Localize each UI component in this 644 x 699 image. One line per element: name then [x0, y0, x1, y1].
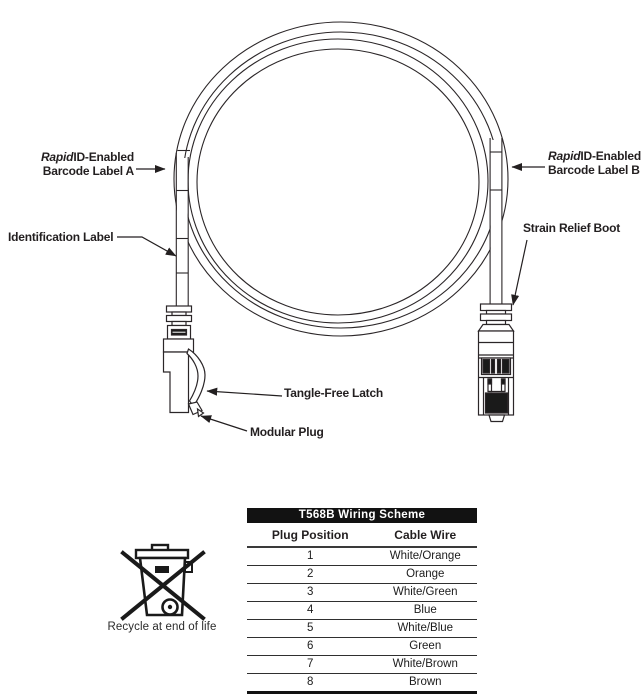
- label-barcode-b-italic: Rapid: [548, 149, 581, 163]
- modular-plug-left: [164, 306, 206, 417]
- cable-end-right: [490, 138, 502, 304]
- cable-wire: White/Blue: [397, 622, 454, 634]
- table-column-headers: [247, 523, 477, 548]
- label-barcode-a: [18, 150, 134, 178]
- cable-wire: White/Green: [392, 586, 458, 598]
- plug-position: 8: [307, 676, 314, 688]
- plug-position: 3: [307, 586, 314, 598]
- label-identification: Identification Label: [8, 230, 114, 244]
- table-row: [247, 638, 477, 656]
- cable-wire: White/Orange: [389, 550, 461, 562]
- column-header-plug-position: Plug Position: [271, 527, 349, 542]
- cable-coil: [174, 22, 508, 336]
- cable-wire: Blue: [413, 604, 437, 616]
- table-row: [247, 584, 477, 602]
- table-row: [247, 548, 477, 566]
- plug-position: 1: [307, 550, 314, 562]
- cable-end-left: [176, 151, 190, 307]
- plug-position: 4: [307, 604, 314, 616]
- modular-plug-right: [479, 304, 514, 422]
- leader-strain-relief-boot: [513, 240, 527, 305]
- label-barcode-a-italic: Rapid: [40, 150, 74, 164]
- plug-position: 6: [307, 640, 314, 652]
- plug-position: 7: [307, 658, 314, 670]
- label-barcode-b: [548, 149, 641, 177]
- column-header-cable-wire: Cable Wire: [394, 527, 457, 542]
- table-row: [247, 602, 477, 620]
- recycle-caption: Recycle at end of life: [107, 621, 217, 633]
- leader-modular-plug: [201, 416, 247, 431]
- label-barcode-a-line2: Barcode Label A: [42, 164, 134, 178]
- weee-recycle-icon: [110, 538, 215, 624]
- table-row: [247, 656, 477, 674]
- cable-wire: Orange: [406, 568, 445, 580]
- table-row: [247, 674, 477, 691]
- label-strain-relief-boot: Strain Relief Boot: [523, 221, 621, 235]
- label-barcode-b-rest: ID-Enabled: [580, 149, 642, 163]
- plug-position: 2: [307, 568, 314, 580]
- cable-wire: Brown: [408, 676, 442, 688]
- cable-wire: Green: [409, 640, 442, 652]
- leader-identification-label: [117, 237, 176, 256]
- cable-wire: White/Brown: [392, 658, 458, 670]
- table-row: [247, 566, 477, 584]
- label-barcode-b-line2: Barcode Label B: [548, 163, 640, 177]
- plug-position: 5: [307, 622, 314, 634]
- label-barcode-a-rest: ID-Enabled: [73, 150, 134, 164]
- label-tangle-free-latch: Tangle-Free Latch: [284, 386, 384, 400]
- label-modular-plug: Modular Plug: [250, 425, 324, 439]
- leader-tangle-free-latch: [207, 391, 282, 396]
- table-title: T568B Wiring Scheme: [247, 508, 477, 523]
- table-row: [247, 620, 477, 638]
- wiring-scheme-table: [247, 508, 477, 694]
